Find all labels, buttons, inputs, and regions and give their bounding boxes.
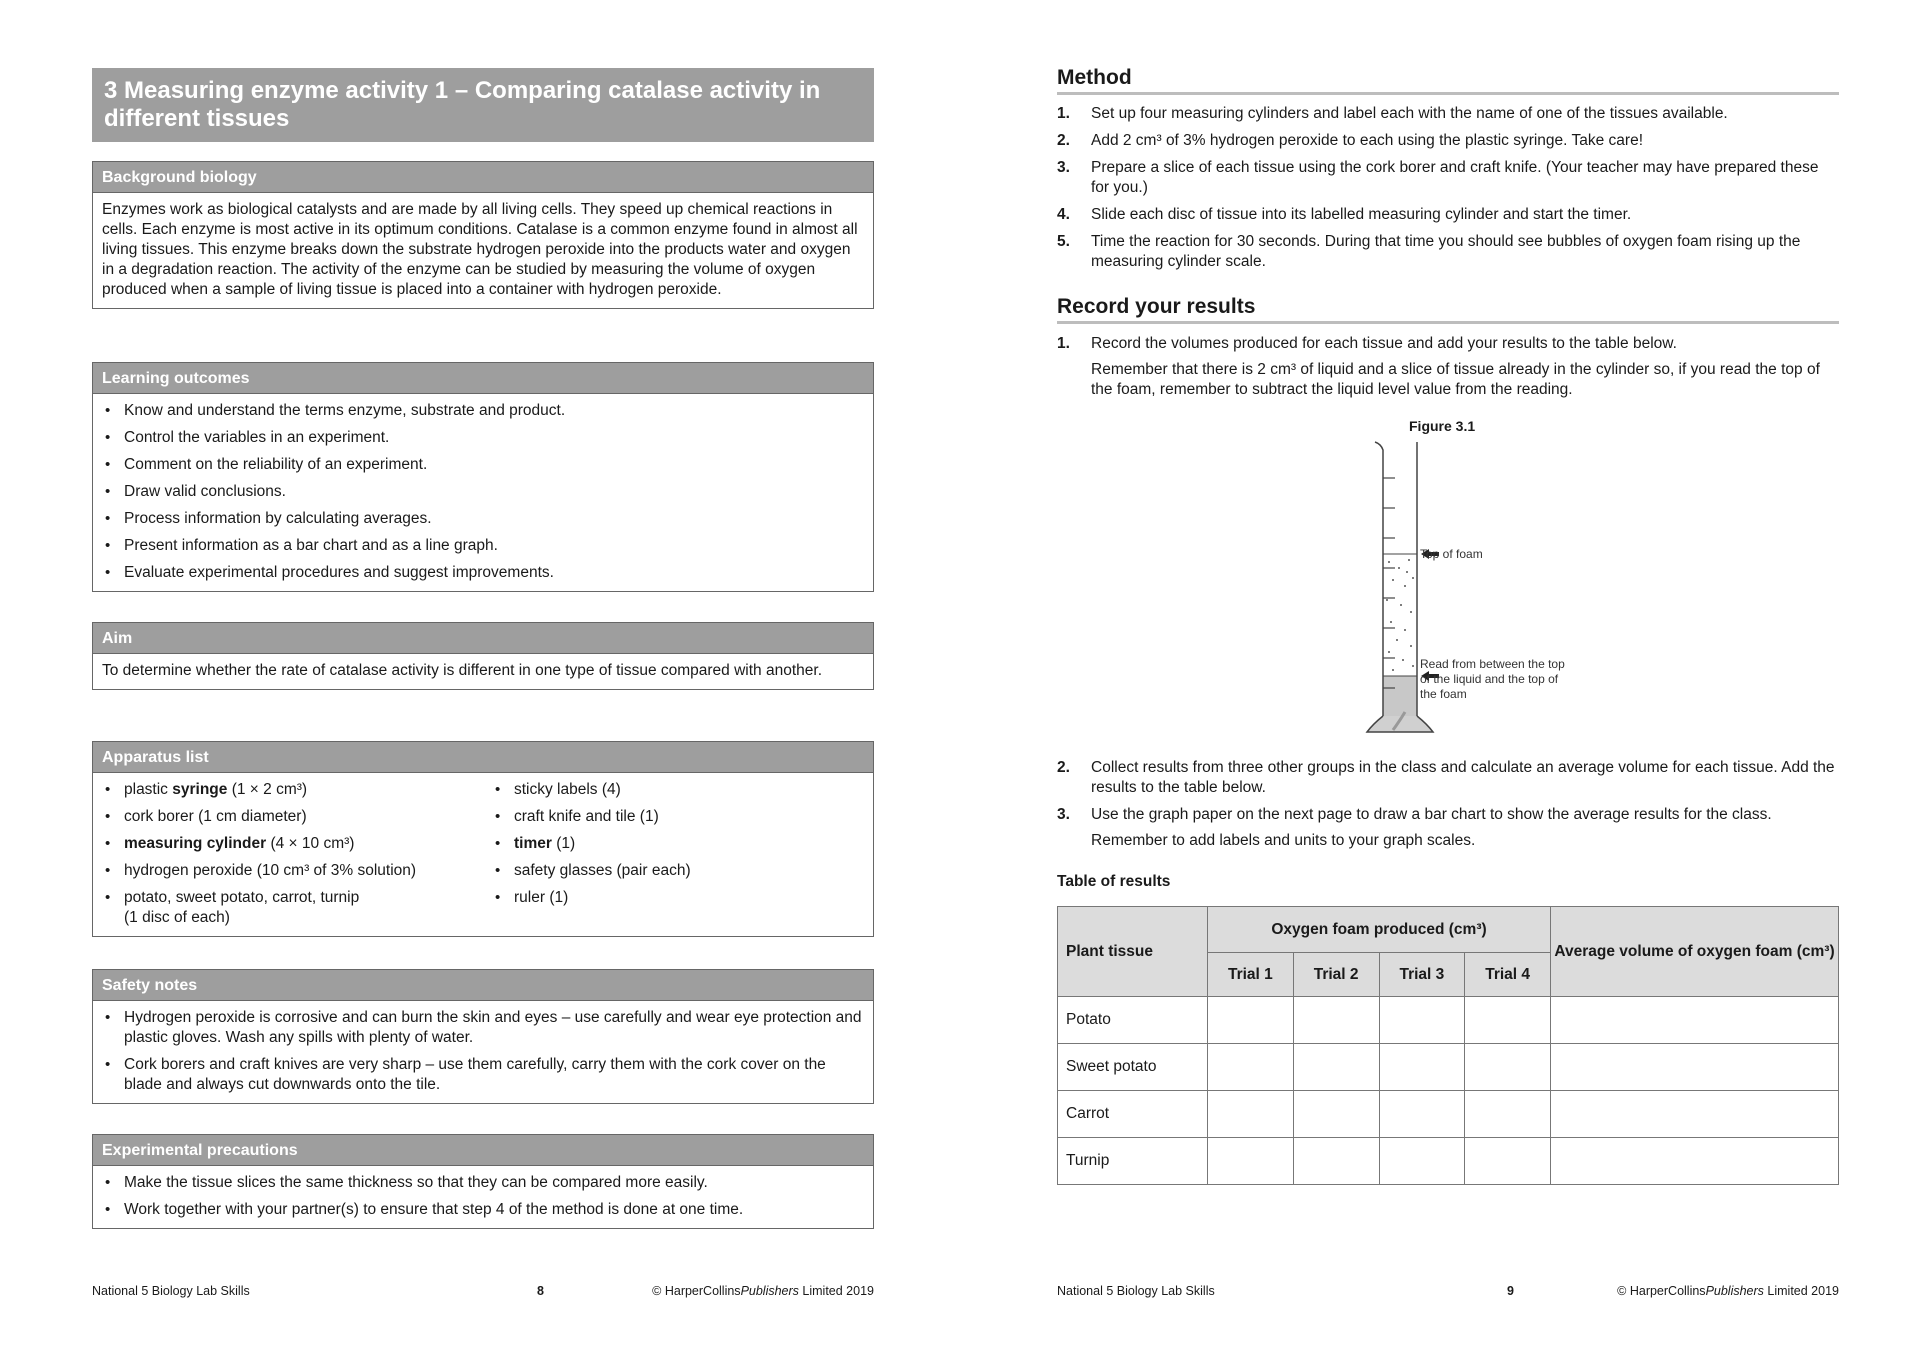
left-page xyxy=(92,0,874,1353)
result-cell[interactable] xyxy=(1465,997,1551,1044)
page-footer xyxy=(1057,1284,1839,1302)
page-number: 8 xyxy=(537,1284,544,1298)
precaution-item: • Make the tissue slices the same thickness so that they can be compared more easily. xyxy=(102,1173,864,1193)
outcome-item: • Control the variables in an experiment. xyxy=(102,428,864,448)
table-row xyxy=(1058,1091,1839,1138)
top-of-foam-label: Top of foam xyxy=(1420,547,1483,561)
learning-outcomes-heading: Learning outcomes xyxy=(93,363,873,394)
footer-book-title: National 5 Biology Lab Skills xyxy=(1057,1284,1215,1298)
results-note: Remember to add labels and units to your graph scales. xyxy=(1091,832,1476,849)
table-row xyxy=(1058,997,1839,1044)
safety-item: • Cork borers and craft knives are very sharp – use them carefully, carry them with the cork cover on the blade and always cut downwards onto the tile. xyxy=(102,1055,864,1095)
right-page xyxy=(1057,0,1839,1353)
col-oxygen-foam: Oxygen foam produced (cm³) xyxy=(1208,907,1551,953)
apparatus-box xyxy=(92,741,874,937)
table-row xyxy=(1058,1044,1839,1091)
method-step: 5. Time the reaction for 30 seconds. During that time you should see bubbles of oxygen foam rising up the measuring cylinder scale. xyxy=(1057,233,1801,270)
results-heading: Record your results xyxy=(1057,295,1839,324)
aim-box xyxy=(92,622,874,690)
precaution-item: • Work together with your partner(s) to ensure that step 4 of the method is done at one time. xyxy=(102,1200,864,1220)
result-cell[interactable] xyxy=(1379,1044,1465,1091)
apparatus-item: • craft knife and tile (1) xyxy=(492,807,864,827)
result-cell[interactable] xyxy=(1465,1138,1551,1185)
result-cell[interactable] xyxy=(1208,1044,1294,1091)
row-label: Potato xyxy=(1058,997,1208,1044)
result-cell[interactable] xyxy=(1293,997,1379,1044)
results-table xyxy=(1057,906,1839,1185)
read-label-line2: of the liquid and the top of xyxy=(1420,672,1559,686)
background-heading: Background biology xyxy=(93,162,873,193)
result-cell[interactable] xyxy=(1293,1138,1379,1185)
safety-notes-box xyxy=(92,969,874,1104)
foam-bubbles xyxy=(1386,559,1414,671)
result-cell[interactable] xyxy=(1379,997,1465,1044)
apparatus-item: • hydrogen peroxide (10 cm³ of 3% solution) xyxy=(102,861,492,881)
table-title: Table of results xyxy=(1057,873,1171,890)
apparatus-item: • plastic syringe (1 × 2 cm³) xyxy=(102,780,492,800)
row-label: Carrot xyxy=(1058,1091,1208,1138)
background-text: Enzymes work as biological catalysts and are made by all living cells. They speed up chemical reactions in cells. Each enzyme is most active in its optimum conditions. Catalase is a common enzyme found in almost all living tissues. This enzyme breaks down the substrate hydrogen peroxide into the products water and oxygen in a degradation reaction. The activity of the enzyme can be studied by measuring the volume of oxygen produced when a sample of living tissue is placed into a container with hydrogen peroxide. xyxy=(102,201,858,298)
method-step: 4. Slide each disc of tissue into its labelled measuring cylinder and start the timer. xyxy=(1057,206,1632,223)
results-step: 1. Record the volumes produced for each tissue and add your results to the table below. Remember that there is 2 cm³ of liquid and a slice of tissue already in the cylinder so, if you read the top of the foam, remember to subtract the liquid level value from the reading. xyxy=(1057,334,1839,400)
average-cell[interactable] xyxy=(1551,1044,1839,1091)
average-cell[interactable] xyxy=(1551,997,1839,1044)
col-trial: Trial 3 xyxy=(1379,953,1465,997)
read-label-line3: the foam xyxy=(1420,687,1467,701)
method-step: 2. Add 2 cm³ of 3% hydrogen peroxide to each using the plastic syringe. Take care! xyxy=(1057,132,1643,149)
method-step: 3. Prepare a slice of each tissue using the cork borer and craft knife. (Your teacher may have prepared these for you.) xyxy=(1057,159,1819,196)
background-biology-box xyxy=(92,161,874,309)
apparatus-item: • ruler (1) xyxy=(492,888,864,908)
outcome-item: • Comment on the reliability of an experiment. xyxy=(102,455,864,475)
col-plant-tissue: Plant tissue xyxy=(1058,907,1208,997)
figure-label: Figure 3.1 xyxy=(1409,418,1476,434)
result-cell[interactable] xyxy=(1465,1091,1551,1138)
page-number: 9 xyxy=(1507,1284,1514,1298)
apparatus-item: • safety glasses (pair each) xyxy=(492,861,864,881)
row-label: Sweet potato xyxy=(1058,1044,1208,1091)
results-list-top xyxy=(1057,334,1839,407)
result-cell[interactable] xyxy=(1379,1138,1465,1185)
precautions-heading: Experimental precautions xyxy=(93,1135,873,1166)
page-footer xyxy=(92,1284,874,1302)
precautions-box xyxy=(92,1134,874,1229)
apparatus-heading: Apparatus list xyxy=(93,742,873,773)
results-list-bottom xyxy=(1057,758,1839,858)
method-heading: Method xyxy=(1057,66,1839,95)
method-step: 1. Set up four measuring cylinders and label each with the name of one of the tissues available. xyxy=(1057,105,1728,122)
col-trial: Trial 1 xyxy=(1208,953,1294,997)
apparatus-item: • potato, sweet potato, carrot, turnip (1 disc of each) xyxy=(102,888,492,928)
results-note: Remember that there is 2 cm³ of liquid and a slice of tissue already in the cylinder so, if you read the top of the foam, remember to subtract the liquid level value from the reading. xyxy=(1091,361,1820,398)
col-average-volume: Average volume of oxygen foam (cm³) xyxy=(1551,907,1839,997)
average-cell[interactable] xyxy=(1551,1091,1839,1138)
apparatus-item: • sticky labels (4) xyxy=(492,780,864,800)
result-cell[interactable] xyxy=(1379,1091,1465,1138)
footer-copyright: © HarperCollinsPublishers Limited 2019 xyxy=(652,1284,874,1298)
method-list xyxy=(1057,104,1839,279)
page-title: 3 Measuring enzyme activity 1 – Comparing catalase activity in different tissues xyxy=(92,68,874,142)
apparatus-item: • timer (1) xyxy=(492,834,864,854)
learning-outcomes-box xyxy=(92,362,874,592)
safety-item: • Hydrogen peroxide is corrosive and can burn the skin and eyes – use carefully and wear eye protection and plastic gloves. Wash any spills with plenty of water. xyxy=(102,1008,864,1048)
footer-book-title: National 5 Biology Lab Skills xyxy=(92,1284,250,1298)
results-step: 2. Collect results from three other groups in the class and calculate an average volume for each tissue. Add the results to the table below. xyxy=(1057,759,1835,796)
outcome-item: • Know and understand the terms enzyme, substrate and product. xyxy=(102,401,864,421)
results-step: 3. Use the graph paper on the next page to draw a bar chart to show the average results for the class. Remember to add labels and units to your graph scales. xyxy=(1057,805,1839,851)
result-cell[interactable] xyxy=(1293,1044,1379,1091)
outcome-item: • Present information as a bar chart and as a line graph. xyxy=(102,536,864,556)
read-label-line1: Read from between the top xyxy=(1420,657,1565,671)
result-cell[interactable] xyxy=(1208,1091,1294,1138)
outcome-item: • Draw valid conclusions. xyxy=(102,482,864,502)
result-cell[interactable] xyxy=(1465,1044,1551,1091)
table-row xyxy=(1058,1138,1839,1185)
measuring-cylinder-figure xyxy=(1327,440,1687,750)
outcome-item: • Evaluate experimental procedures and suggest improvements. xyxy=(102,563,864,583)
safety-heading: Safety notes xyxy=(93,970,873,1001)
aim-heading: Aim xyxy=(93,623,873,654)
col-trial: Trial 2 xyxy=(1293,953,1379,997)
apparatus-item: • measuring cylinder (4 × 10 cm³) xyxy=(102,834,492,854)
apparatus-item: • cork borer (1 cm diameter) xyxy=(102,807,492,827)
outcome-item: • Process information by calculating averages. xyxy=(102,509,864,529)
footer-copyright: © HarperCollinsPublishers Limited 2019 xyxy=(1617,1284,1839,1298)
row-label: Turnip xyxy=(1058,1138,1208,1185)
result-cell[interactable] xyxy=(1208,1138,1294,1185)
average-cell[interactable] xyxy=(1551,1138,1839,1185)
aim-text: To determine whether the rate of catalase activity is different in one type of tissue compared with another. xyxy=(102,662,823,679)
col-trial: Trial 4 xyxy=(1465,953,1551,997)
result-cell[interactable] xyxy=(1208,997,1294,1044)
liquid-level xyxy=(1383,676,1417,716)
result-cell[interactable] xyxy=(1293,1091,1379,1138)
